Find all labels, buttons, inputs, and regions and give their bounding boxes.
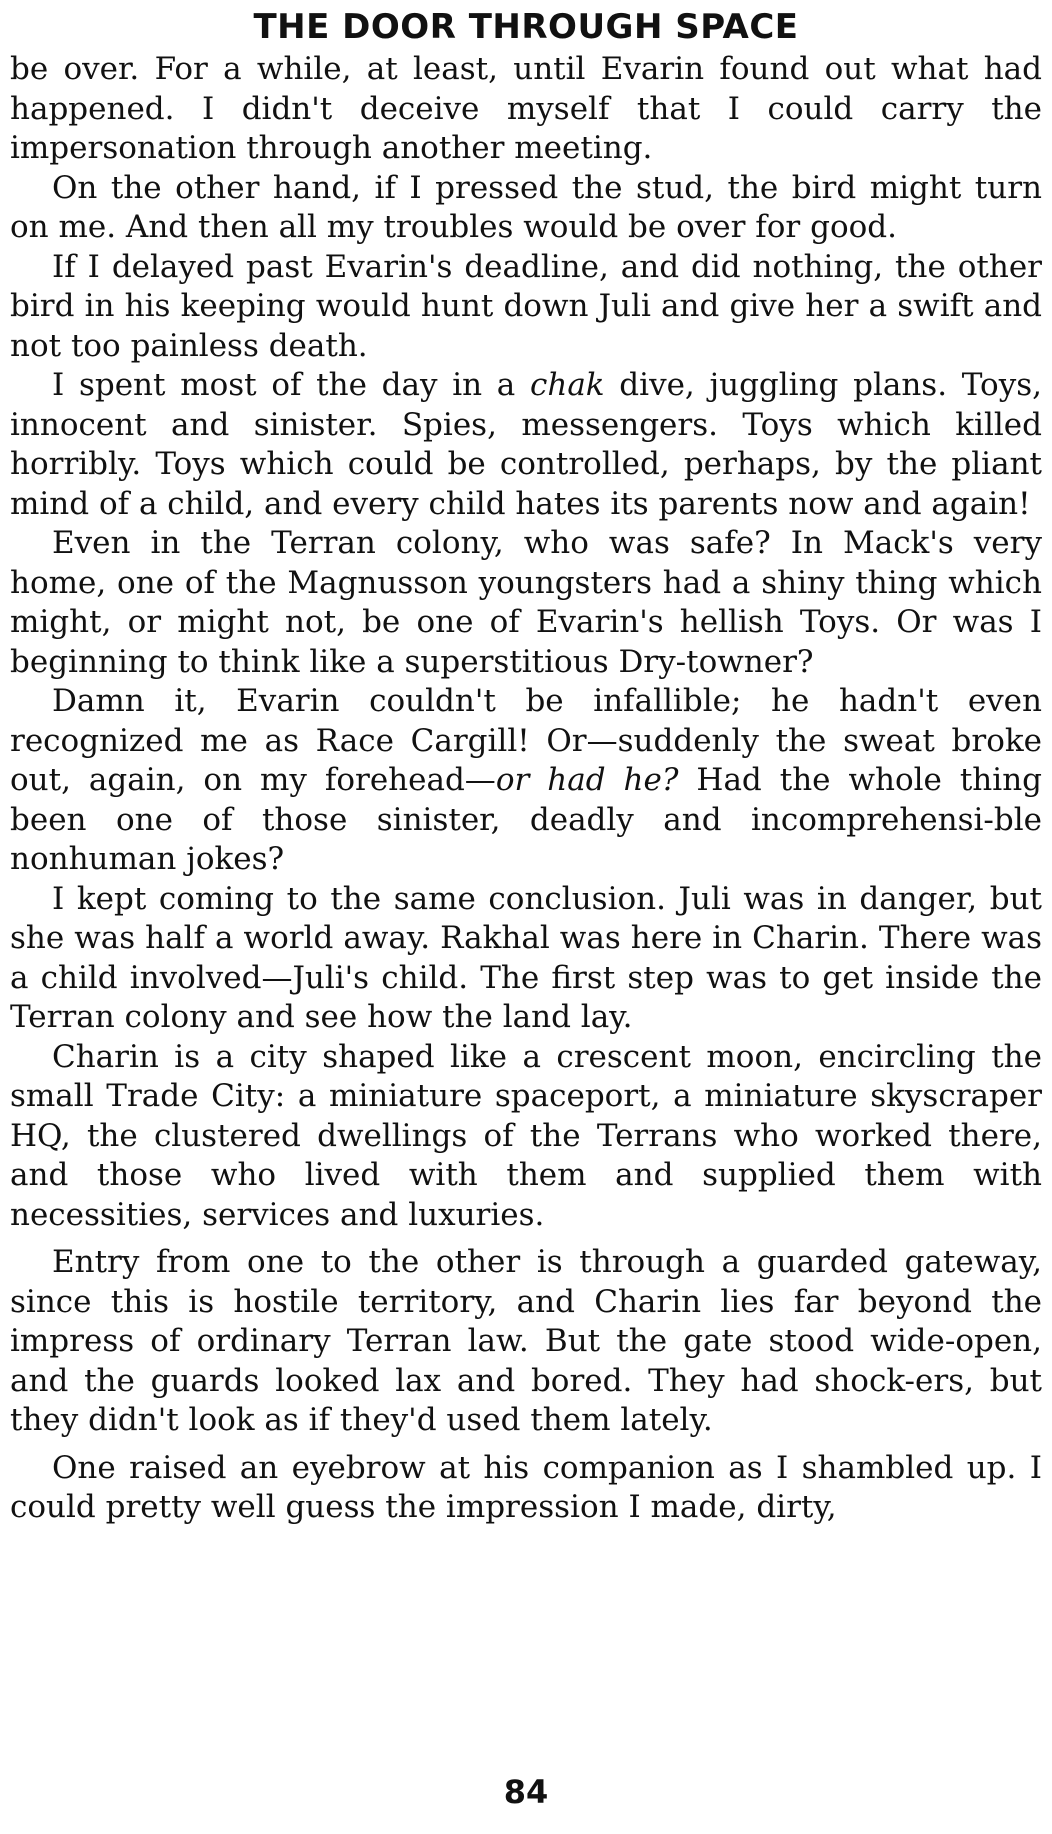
paragraph: Charin is a city shaped like a crescent moon, encircling the small Trade City: a miniature spaceport, a miniature skyscraper HQ, the clustered dwellings of the Terrans who worked there, and those who lived with them and supplied them with necessities, services and luxuries.	[10, 1038, 1042, 1233]
paragraph: On the other hand, if I pressed the stud, the bird might turn on me. And then all my troubles would be over for good.	[10, 169, 1042, 245]
running-head: THE DOOR THROUGH SPACE	[253, 7, 799, 47]
paragraph: Entry from one to the other is through a guarded gateway, since this is hostile territory, and Charin lies far beyond the impress of ordinary Terran law. But the gate stood wide-open, and the guards looked lax and bored. They had shock-ers, but they didn't look as if they'd used them lately.	[10, 1244, 1042, 1438]
body-text	[10, 50, 1042, 1528]
paragraph: I kept coming to the same conclusion. Juli was in danger, but she was half a world away. Rakhal was here in Charin. There was a child involved—Juli's child. The first step was to get inside the Terran colony and see how the land lay.	[10, 880, 1042, 1035]
paragraph-text: I spent most of the day in a	[52, 367, 530, 403]
italic-phrase: or had he?	[495, 762, 679, 798]
paragraph-text: dive, juggling plans. Toys, innocent and sinister. Spies, messengers. Toys which killed horribly. Toys which could be controlled, perhaps, by the pliant mind of a child, and every child hates its parents now and again!	[10, 367, 1042, 522]
paragraph: If I delayed past Evarin's deadline, and did nothing, the other bird in his keeping would hunt down Juli and give her a swift and not too painless death.	[10, 248, 1042, 364]
paragraph: One raised an eyebrow at his companion as I shambled up. I could pretty well guess the impression I made, dirty,	[10, 1449, 1042, 1525]
paragraph: be over. For a while, at least, until Evarin found out what had happened. I didn't deceive myself that I could carry the impersonation through another meeting.	[10, 51, 1042, 166]
paragraph-text: Had the whole thing been one of those sinister, deadly and incomprehensi-ble nonhuman jokes?	[10, 762, 1043, 877]
italic-word: chak	[530, 367, 605, 403]
page-number: 84	[503, 1773, 549, 1811]
paragraph	[10, 366, 1042, 524]
book-page	[0, 4, 1052, 1834]
paragraph	[10, 682, 1042, 880]
paragraph: Even in the Terran colony, who was safe? In Mack's very home, one of the Magnusson youngsters had a shiny thing which might, or might not, be one of Evarin's hellish Toys. Or was I beginning to think like a superstitious Dry-towner?	[10, 525, 1042, 680]
paragraph-text: Damn it, Evarin couldn't be infallible; he hadn't even recognized me as Race Cargill! Or—suddenly the sweat broke out, again, on my forehead—	[10, 683, 1042, 798]
